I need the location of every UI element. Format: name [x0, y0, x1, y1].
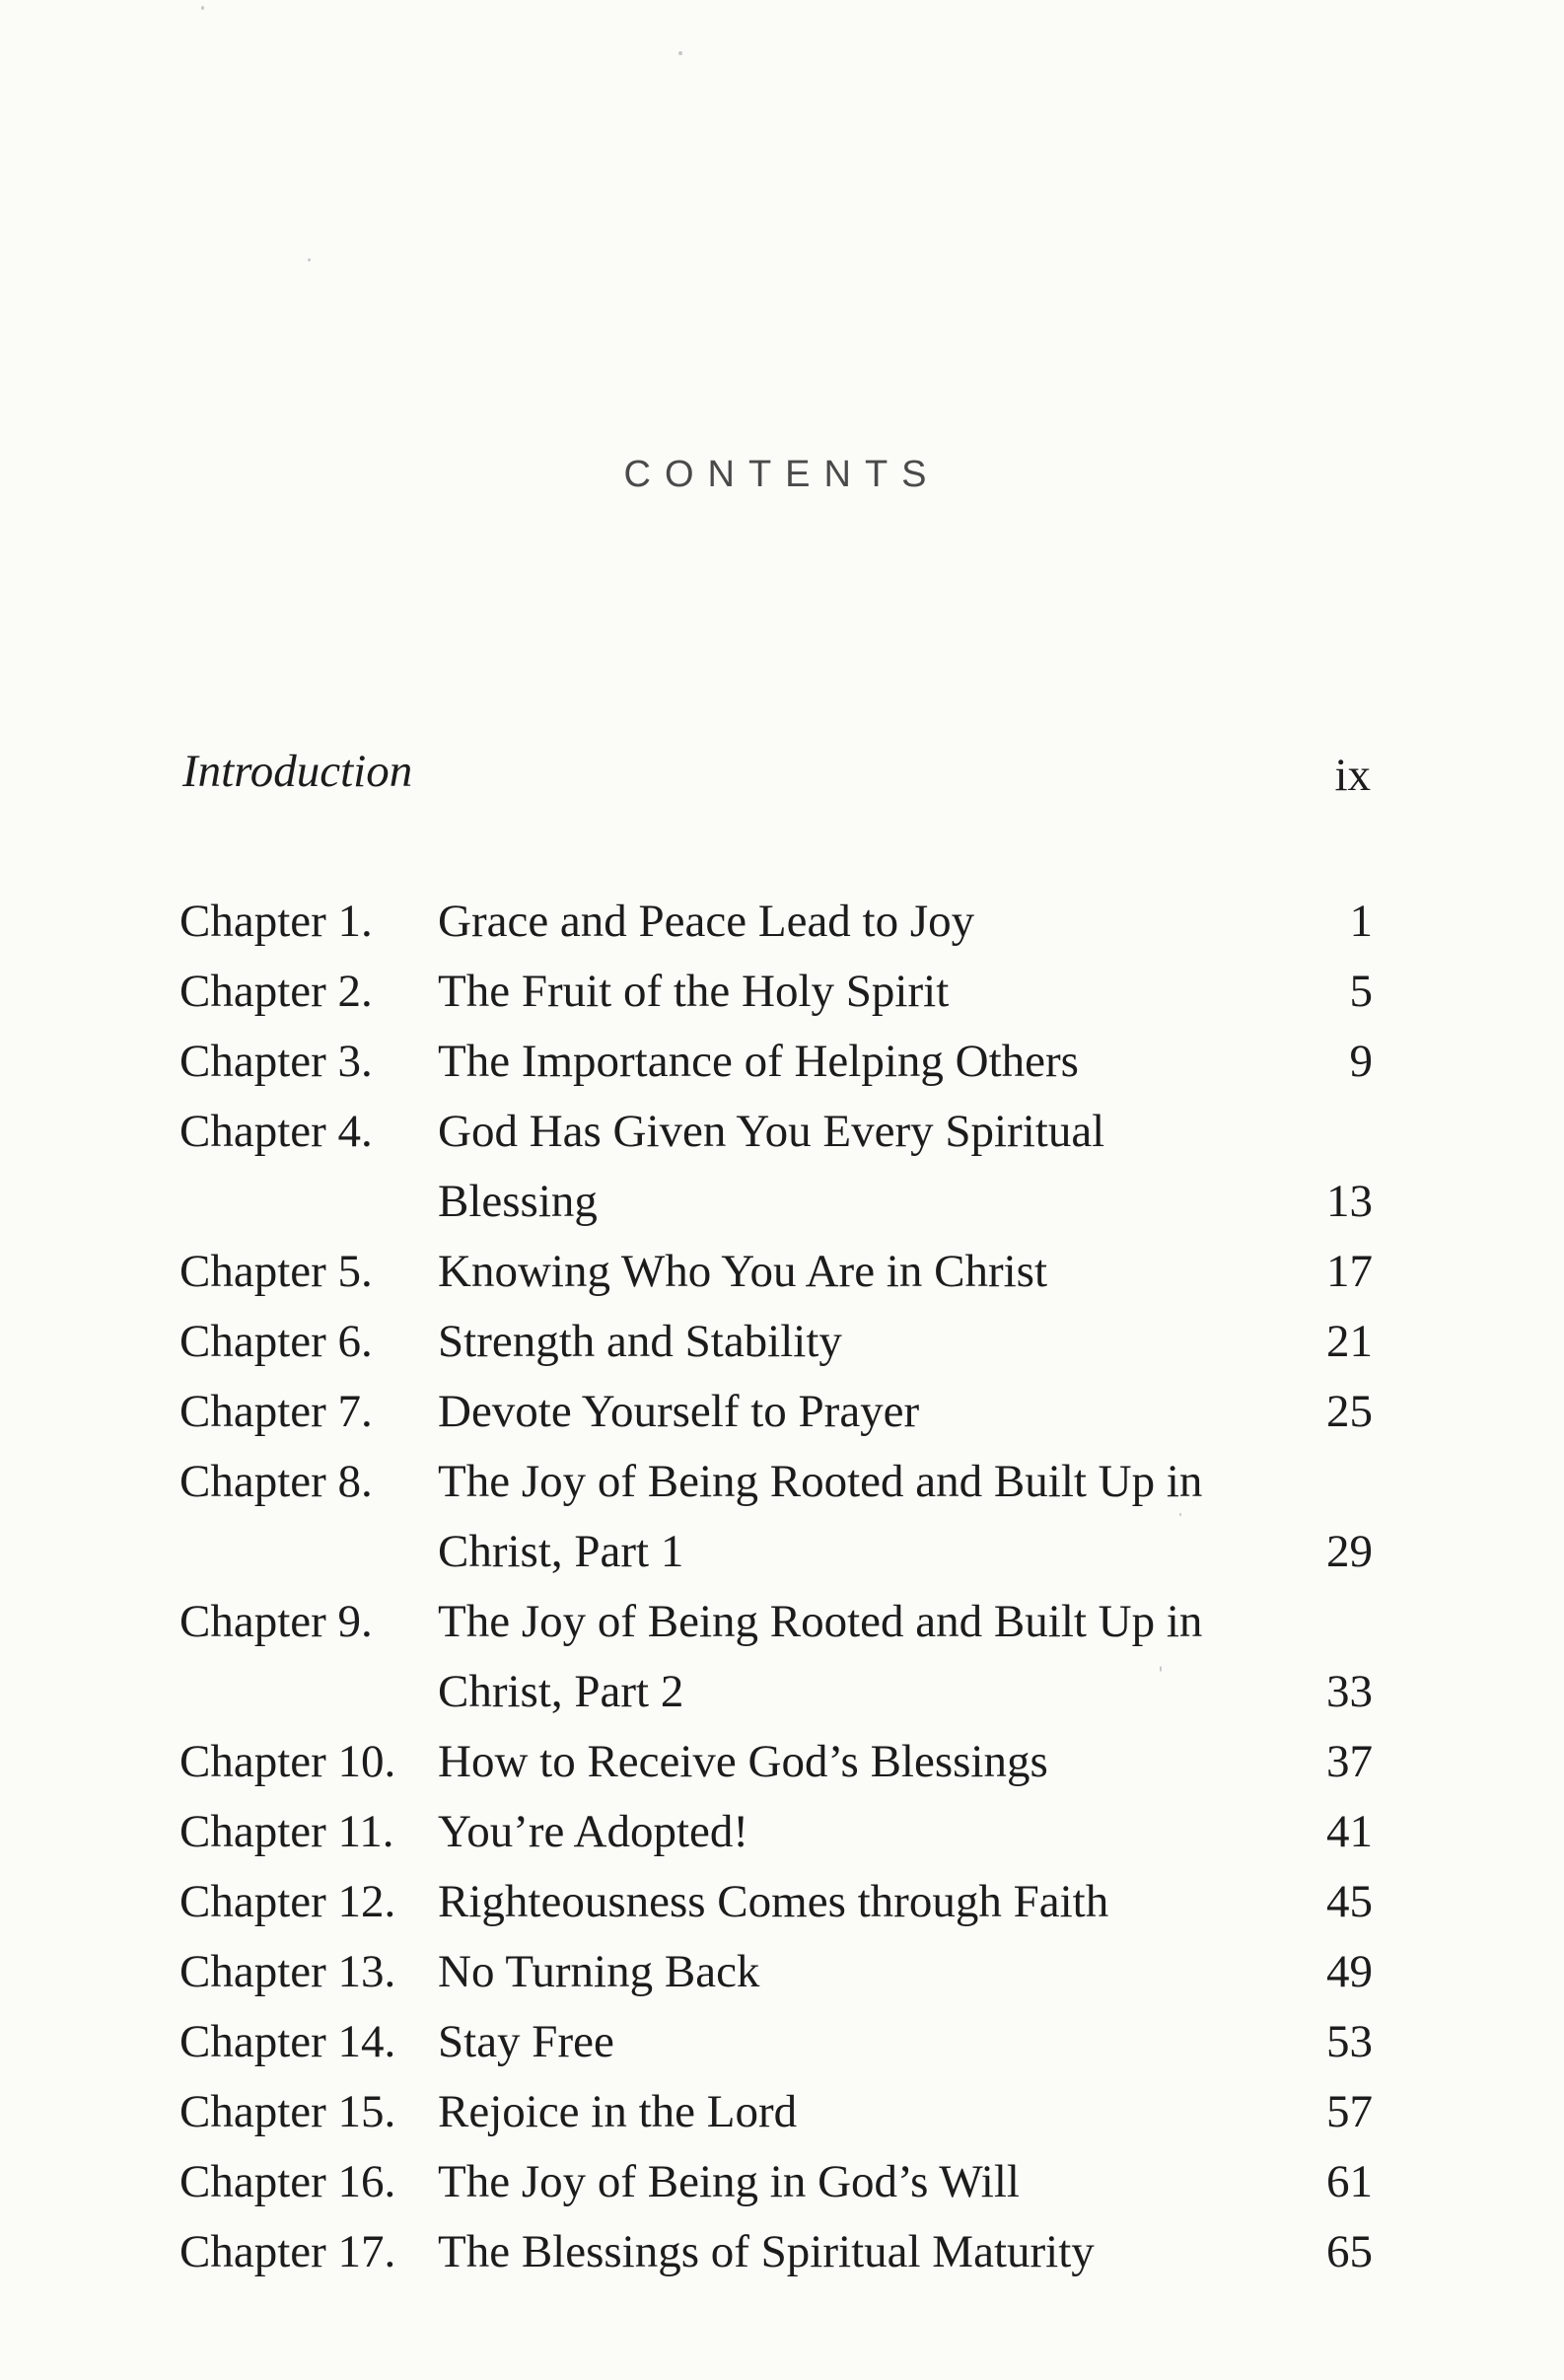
chapter-label: Chapter 7. [179, 1386, 373, 1437]
chapter-page-number: 49 [1326, 1946, 1373, 1997]
chapter-page-number: 1 [1349, 896, 1373, 947]
chapter-title: God Has Given You Every Spiritual Blessing [438, 1106, 1105, 1227]
chapter-page-number: 9 [1349, 1036, 1373, 1087]
toc-entry-chapter-16[interactable] [179, 2147, 1373, 2217]
paper-speck [678, 51, 682, 55]
chapter-page-number: 65 [1326, 2226, 1373, 2277]
table-of-contents [179, 887, 1373, 2287]
toc-entry-chapter-8[interactable] [179, 1447, 1373, 1587]
chapter-page-number: 13 [1326, 1176, 1373, 1227]
chapter-label: Chapter 8. [179, 1456, 373, 1507]
chapter-title: Rejoice in the Lord [438, 2086, 798, 2137]
toc-entry-chapter-5[interactable] [179, 1237, 1373, 1307]
chapter-label: Chapter 11. [179, 1806, 394, 1857]
chapter-label: Chapter 14. [179, 2016, 396, 2067]
chapter-label: Chapter 4. [179, 1106, 373, 1157]
toc-entry-chapter-4[interactable] [179, 1097, 1373, 1237]
chapter-page-number: 17 [1326, 1246, 1373, 1297]
chapter-title: The Joy of Being Rooted and Built Up in Christ, Part 2 [438, 1596, 1203, 1717]
contents-heading: CONTENTS [623, 454, 941, 495]
chapter-label: Chapter 15. [179, 2086, 396, 2137]
chapter-page-number: 25 [1326, 1386, 1373, 1437]
toc-entry-chapter-1[interactable] [179, 887, 1373, 957]
paper-speck [308, 258, 311, 261]
toc-entry-chapter-11[interactable] [179, 1797, 1373, 1867]
toc-entry-chapter-6[interactable] [179, 1307, 1373, 1377]
chapter-title: The Importance of Helping Others [438, 1036, 1079, 1087]
toc-entry-chapter-14[interactable] [179, 2007, 1373, 2077]
chapter-title: Devote Yourself to Prayer [438, 1386, 920, 1437]
chapter-page-number: 61 [1326, 2156, 1373, 2207]
chapter-page-number: 29 [1326, 1526, 1373, 1577]
chapter-label: Chapter 1. [179, 896, 373, 947]
toc-entry-chapter-2[interactable] [179, 957, 1373, 1027]
chapter-title: You’re Adopted! [438, 1806, 749, 1857]
chapter-page-number: 21 [1326, 1316, 1373, 1367]
chapter-label: Chapter 13. [179, 1946, 396, 1997]
toc-entry-chapter-15[interactable] [179, 2077, 1373, 2147]
toc-entry-chapter-10[interactable] [179, 1727, 1373, 1797]
chapter-title: The Joy of Being Rooted and Built Up in Christ, Part 1 [438, 1456, 1203, 1577]
chapter-title: The Fruit of the Holy Spirit [438, 966, 950, 1017]
chapter-title: The Joy of Being in God’s Will [438, 2156, 1020, 2207]
chapter-page-number: 37 [1326, 1736, 1373, 1787]
chapter-title: The Blessings of Spiritual Maturity [438, 2226, 1095, 2277]
chapter-title: How to Receive God’s Blessings [438, 1736, 1048, 1787]
chapter-label: Chapter 17. [179, 2226, 396, 2277]
toc-entry-chapter-7[interactable] [179, 1377, 1373, 1447]
chapter-title: Stay Free [438, 2016, 614, 2067]
chapter-page-number: 45 [1326, 1876, 1373, 1927]
introduction-page-number: ix [1334, 750, 1371, 801]
chapter-label: Chapter 2. [179, 966, 373, 1017]
chapter-page-number: 33 [1326, 1666, 1373, 1717]
chapter-page-number: 41 [1326, 1806, 1373, 1857]
chapter-page-number: 57 [1326, 2086, 1373, 2137]
chapter-title: No Turning Back [438, 1946, 760, 1997]
toc-entry-introduction[interactable] [182, 742, 1371, 801]
chapter-label: Chapter 6. [179, 1316, 373, 1367]
chapter-label: Chapter 10. [179, 1736, 396, 1787]
chapter-title: Knowing Who You Are in Christ [438, 1246, 1048, 1297]
chapter-page-number: 53 [1326, 2016, 1373, 2067]
toc-entry-chapter-3[interactable] [179, 1027, 1373, 1097]
chapter-title: Righteousness Comes through Faith [438, 1876, 1109, 1927]
chapter-title: Strength and Stability [438, 1316, 842, 1367]
chapter-label: Chapter 3. [179, 1036, 373, 1087]
chapter-title: Grace and Peace Lead to Joy [438, 896, 975, 947]
toc-entry-chapter-17[interactable] [179, 2217, 1373, 2287]
chapter-label: Chapter 5. [179, 1246, 373, 1297]
toc-entry-chapter-9[interactable] [179, 1587, 1373, 1727]
chapter-label: Chapter 16. [179, 2156, 396, 2207]
chapter-page-number: 5 [1349, 966, 1373, 1017]
introduction-title: Introduction [182, 746, 413, 797]
chapter-label: Chapter 9. [179, 1596, 373, 1647]
toc-entry-chapter-12[interactable] [179, 1867, 1373, 1937]
paper-speck [201, 6, 204, 10]
toc-entry-chapter-13[interactable] [179, 1937, 1373, 2007]
chapter-label: Chapter 12. [179, 1876, 396, 1927]
